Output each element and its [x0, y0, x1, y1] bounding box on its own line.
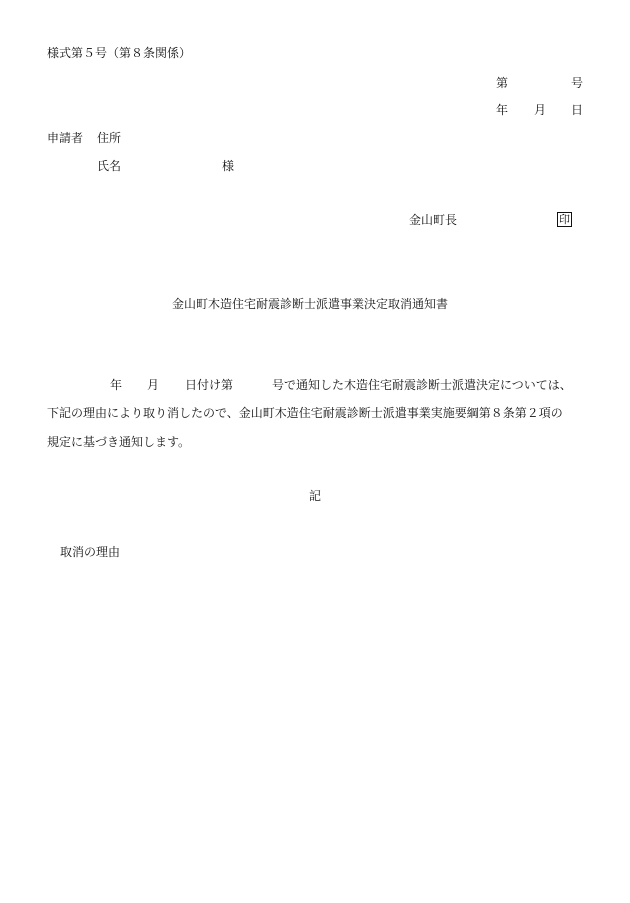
date-month: 月 — [534, 103, 547, 117]
address-label: 住所 — [97, 131, 122, 145]
body-line1-month: 月 — [147, 378, 160, 392]
name-label: 氏名 — [97, 159, 122, 173]
seal-mark — [557, 212, 572, 227]
form-label: 様式第５号（第８条関係） — [47, 46, 192, 60]
honorific: 様 — [222, 159, 235, 173]
body-line1-date-no: 日付け第 — [185, 378, 234, 392]
body-line1-rest: 号で通知した木造住宅耐震診断士派遣決定については、 — [272, 378, 572, 392]
body-line3: 規定に基づき通知します。 — [47, 435, 191, 449]
issuer-title: 金山町長 — [409, 213, 458, 227]
document-title: 金山町木造住宅耐震診断士派遣事業決定取消通知書 — [172, 297, 449, 311]
number-go: 号 — [571, 76, 584, 90]
body-line1-year: 年 — [110, 378, 123, 392]
ki-heading: 記 — [309, 489, 322, 503]
body-line2: 下記の理由により取り消したので、金山町木造住宅耐震診断士派遣事業実施要綱第８条第２項の — [47, 406, 563, 420]
date-year: 年 — [496, 103, 509, 117]
number-dai: 第 — [496, 76, 509, 90]
reason-label: 取消の理由 — [60, 545, 121, 559]
applicant-label: 申請者 — [47, 131, 84, 145]
date-day: 日 — [571, 103, 584, 117]
seal-stamp: 印 — [559, 213, 570, 226]
